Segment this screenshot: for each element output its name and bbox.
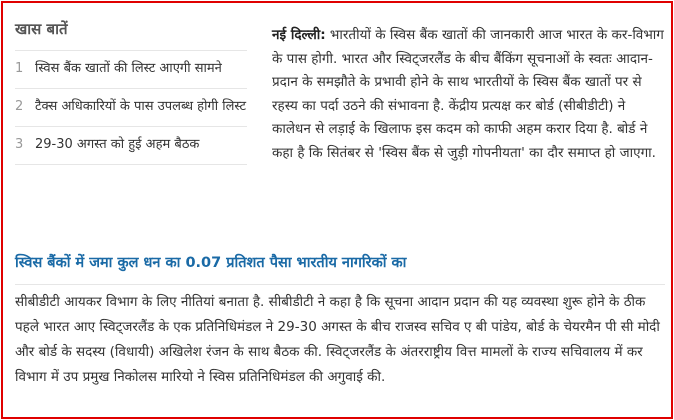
article-body: सीबीडीटी आयकर विभाग के लिए नीतियां बनाता है. सीबीडीटी ने कहा है कि सूचना आदान प्रदान की यह व्यवस्था शुरू होने के ठीक पहले भारत आए स्विट्जरलैंड के एक प्रतिनिधिमंडल ने 29-30 अगस्त के बीच राजस्व सचिव ए बी पांडेय, बोर्ड के चेयरमैन पी सी मोदी और बोर्ड के सदस्य (विधायी) अखिलेश रंजन के साथ बैठक की. स्विट्जरलैंड के अंतरराष्ट्रीय वित्त मामलों के राज्य सचिवालय में कर विभाग में उप प्रमुख निकोलस मारियो ने स्विस प्रतिनिधिमंडल की अगुवाई की. — [15, 294, 660, 385]
highlight-item — [15, 127, 247, 165]
highlights-box — [15, 18, 247, 165]
highlight-text: 29-30 अगस्त को हुई अहम बैठक — [35, 137, 200, 152]
highlight-number: 2 — [15, 99, 24, 114]
highlights-title: खास बातें — [15, 18, 247, 51]
intro-text: भारतीयों के स्विस बैंक खातों की जानकारी आज भारत के कर-विभाग के पास होगी. भारत और स्विट्जरलैंड के बीच बैंकिंग सूचनाओं के स्वतः आदान-प्रदान के समझौते के प्रभावी होने के साथ भारतीयों के स्विस बैंक खातों पर से रहस्य का पर्दा उठने की संभावना है. केंद्रीय प्रत्यक्ष कर बोर्ड (सीबीडीटी) ने कालेधन से लड़ाई के खिलाफ इस कदम को काफी अहम करार दिया है. बोर्ड ने कहा है कि सितंबर से 'स्विस बैंक से जुड़ी गोपनीयता' का दौर समाप्त हो जाएगा. — [272, 27, 664, 161]
article-subheading: स्विस बैंकों में जमा कुल धन का 0.07 प्रतिशत पैसा भारतीय नागरिकों का — [15, 255, 407, 271]
divider — [15, 284, 665, 285]
highlight-item — [15, 89, 247, 127]
article-intro — [272, 24, 664, 165]
dateline: नई दिल्ली: — [272, 27, 326, 43]
highlight-item — [15, 51, 247, 89]
highlight-number: 1 — [15, 61, 24, 76]
highlight-text: स्विस बैंक खातों की लिस्ट आएगी सामने — [35, 61, 222, 76]
highlight-text: टैक्स अधिकारियों के पास उपलब्ध होगी लिस्ट — [35, 99, 247, 114]
highlight-number: 3 — [15, 137, 24, 152]
